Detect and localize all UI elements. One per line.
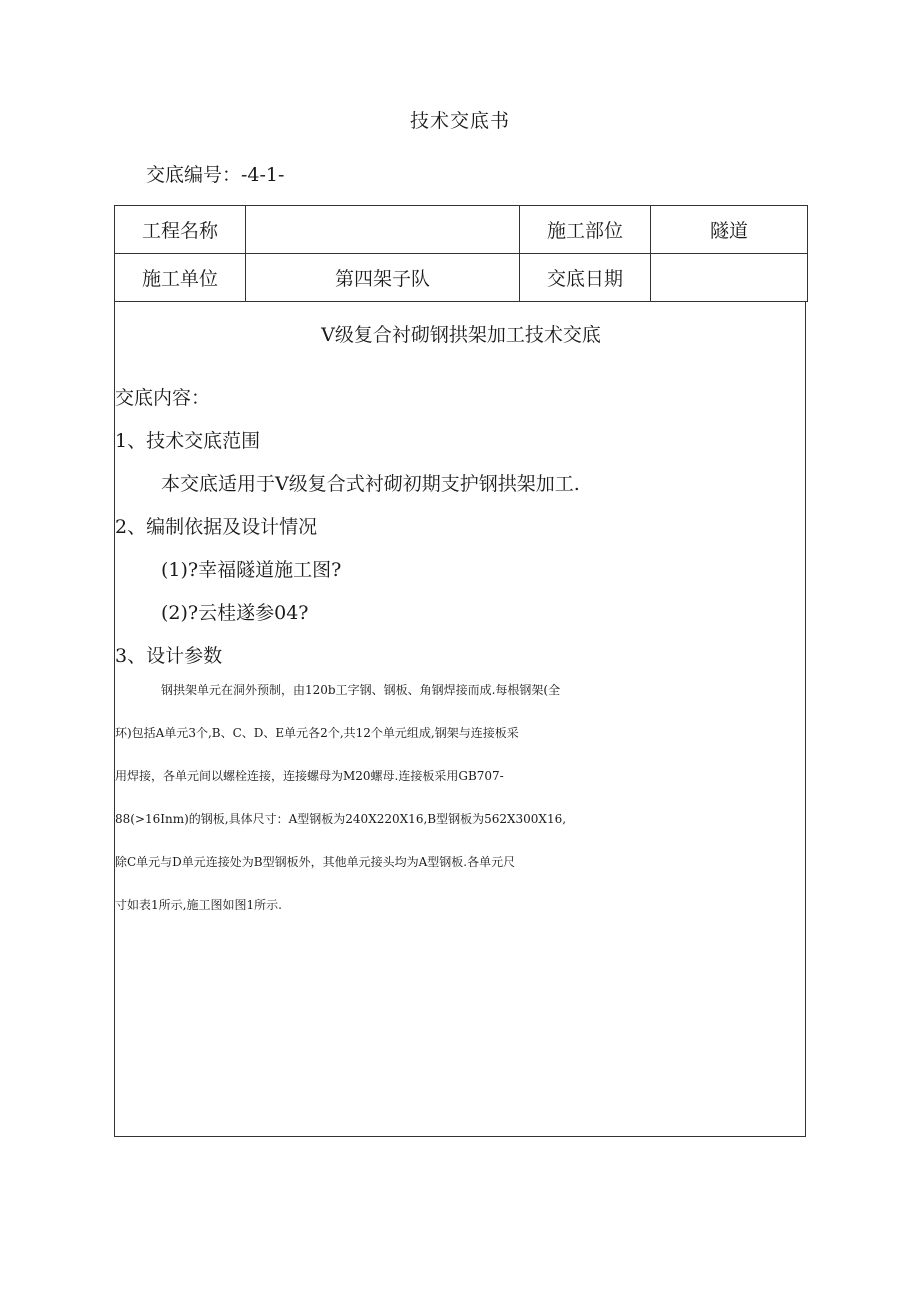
reference-1: (1)?幸福隧道施工图?: [161, 559, 342, 581]
section-1-title: 1、技术交底范围: [115, 430, 261, 452]
briefing-subject: V级复合衬砌钢拱架加工技术交底: [321, 324, 601, 346]
paragraph-line: 88(>16Inm)的钢板,具体尺寸：A型钢板为240X220X16,B型钢板为562X300X16,: [115, 812, 567, 826]
paragraph-line: 除C单元与D单元连接处为B型钢板外，其他单元接头均为A型钢板.各单元尺: [115, 855, 516, 869]
paragraph-line: 环)包括A单元3个,B、C、D、E单元各2个,共12个单元组成,钢架与连接板采: [115, 726, 519, 740]
construction-part-label: 施工部位: [520, 206, 651, 254]
paragraph-line: 用焊接，各单元间以螺栓连接，连接螺母为M20螺母.连接板采用GB707-: [115, 769, 504, 783]
paragraph-line: 钢拱架单元在洞外预制，由120b工字钢、钢板、角钢焊接而成.每根钢架(全: [161, 683, 561, 697]
design-parameters-paragraph: [115, 669, 807, 927]
document-title: 技术交底书: [409, 110, 510, 132]
table-row: [115, 254, 808, 302]
section-3-title: 3、设计参数: [115, 645, 223, 667]
briefing-date-value: [651, 254, 808, 302]
info-table: [114, 205, 808, 302]
project-name-value: [246, 206, 520, 254]
section-2-title: 2、编制依据及设计情况: [115, 516, 318, 538]
project-name-label: 工程名称: [115, 206, 246, 254]
construction-part-value: 隧道: [651, 206, 808, 254]
table-row: [115, 206, 808, 254]
reference-2: (2)?云桂遂参04?: [161, 602, 309, 624]
construction-unit-value: 第四架子队: [246, 254, 520, 302]
section-1-text: 本交底适用于V级复合式衬砌初期支护钢拱架加工.: [161, 473, 580, 495]
content-heading: 交底内容：: [115, 387, 211, 409]
content-box: [114, 301, 806, 1137]
construction-unit-label: 施工单位: [115, 254, 246, 302]
document-number: 交底编号：-4-1-: [146, 164, 285, 186]
paragraph-line: 寸如表1所示,施工图如图1所示.: [115, 898, 282, 912]
briefing-date-label: 交底日期: [520, 254, 651, 302]
